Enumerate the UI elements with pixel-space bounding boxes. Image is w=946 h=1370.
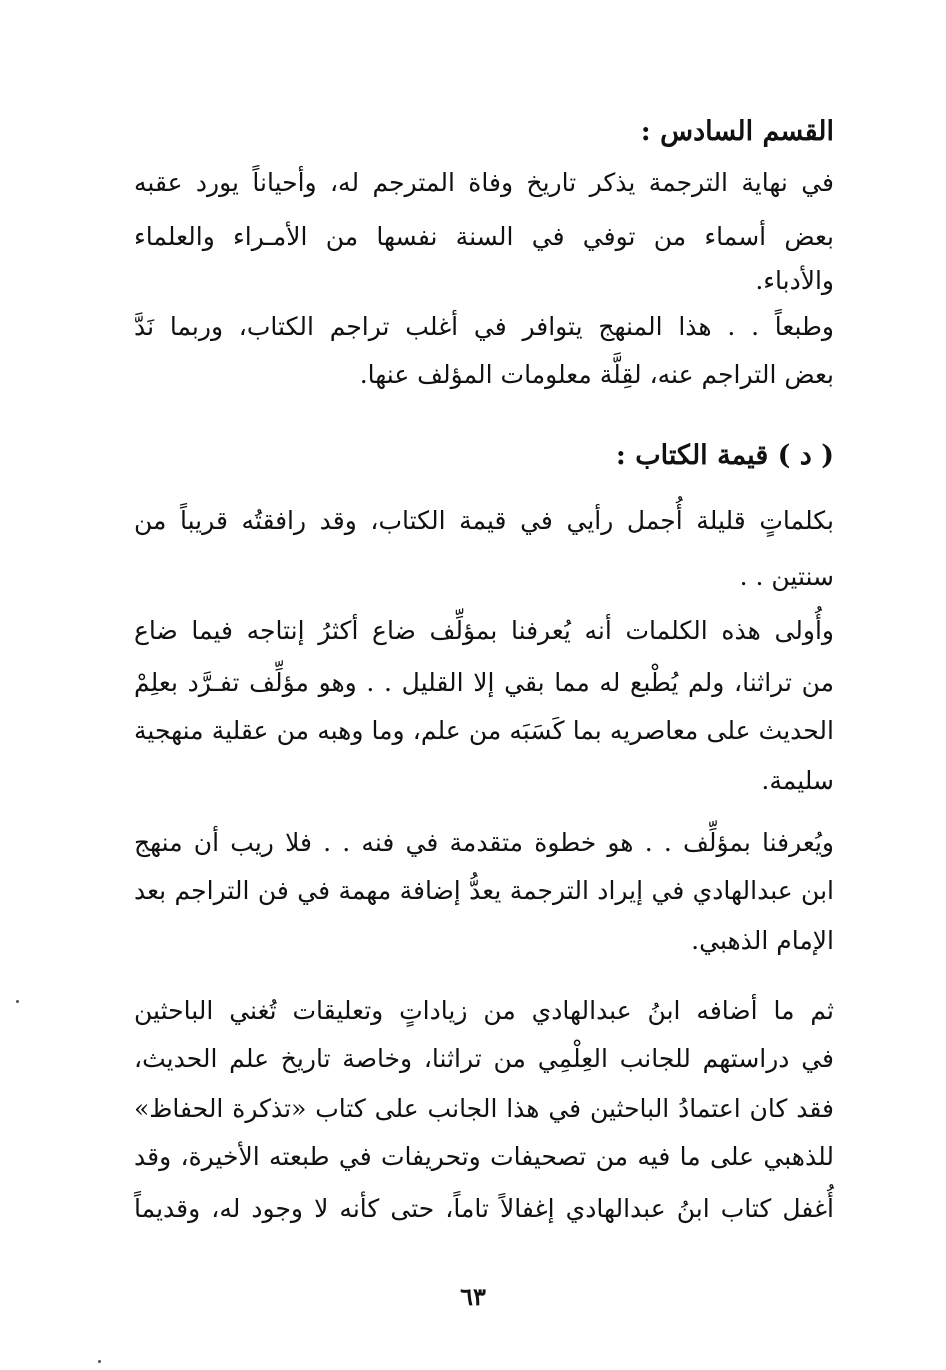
text-line: ابن عبدالهادي في إيراد الترجمة يعدُّ إضافة مهمة في فن التراجم بعد	[134, 876, 834, 905]
text-line: فقد كان اعتمادُ الباحثين في هذا الجانب على كتاب «تذكرة الحفاظ»	[134, 1094, 834, 1123]
text-line: الإمام الذهبي.	[691, 926, 834, 955]
text-line: سليمة.	[761, 766, 834, 795]
text-line: للذهبي على ما فيه من تصحيفات وتحريفات في طبعته الأخيرة، وقد	[134, 1142, 834, 1171]
section-heading-value: ( د ) قيمة الكتاب :	[615, 440, 834, 471]
text-line: بكلماتٍ قليلة أُجمل رأيي في قيمة الكتاب، وقد رافقتُه قريباً من	[134, 506, 834, 535]
text-line: ثم ما أضافه ابنُ عبدالهادي من زياداتٍ وتعليقات تُغني الباحثين	[134, 996, 834, 1025]
text-line: في دراستهم للجانب العِلْمِي من تراثنا، وخاصة تاريخ علم الحديث،	[134, 1044, 834, 1073]
text-line: الحديث على معاصريه بما كَسَبَه من علم، وما وهبه من عقلية منهجية	[134, 716, 834, 745]
scan-speck	[16, 1000, 19, 1003]
text-line: من تراثنا، ولم يُطْبع له مما بقي إلا القليل . . وهو مؤلِّف تفـرَّد بعلِمْ	[134, 668, 834, 697]
text-line: ويُعرفنا بمؤلِّف . . هو خطوة متقدمة في فنه . . فلا ريب أن منهج	[134, 828, 834, 857]
section-heading-sixth: القسم السادس :	[640, 116, 834, 147]
text-line: وطبعاً . . هذا المنهج يتوافر في أغلب تراجم الكتاب، وربما نَدَّ	[134, 312, 834, 341]
text-line: وأُولى هذه الكلمات أنه يُعرفنا بمؤلِّف ضاع أكثرُ إنتاجه فيما ضاع	[134, 616, 834, 645]
text-line: أُغفل كتاب ابنُ عبدالهادي إغفالاً تاماً، حتى كأنه لا وجود له، وقديماً	[134, 1194, 834, 1223]
scan-speck	[98, 1360, 101, 1363]
text-line: في نهاية الترجمة يذكر تاريخ وفاة المترجم له، وأحياناً يورد عقبه	[134, 168, 834, 197]
text-line: بعض أسماء من توفي في السنة نفسها من الأمـراء والعلماء	[134, 222, 834, 251]
page-number: ٦٣	[460, 1282, 486, 1311]
text-line: بعض التراجم عنه، لقِلَّة معلومات المؤلف عنها.	[359, 360, 834, 389]
text-line: والأدباء.	[755, 266, 834, 295]
text-line: سنتين . .	[739, 562, 834, 591]
